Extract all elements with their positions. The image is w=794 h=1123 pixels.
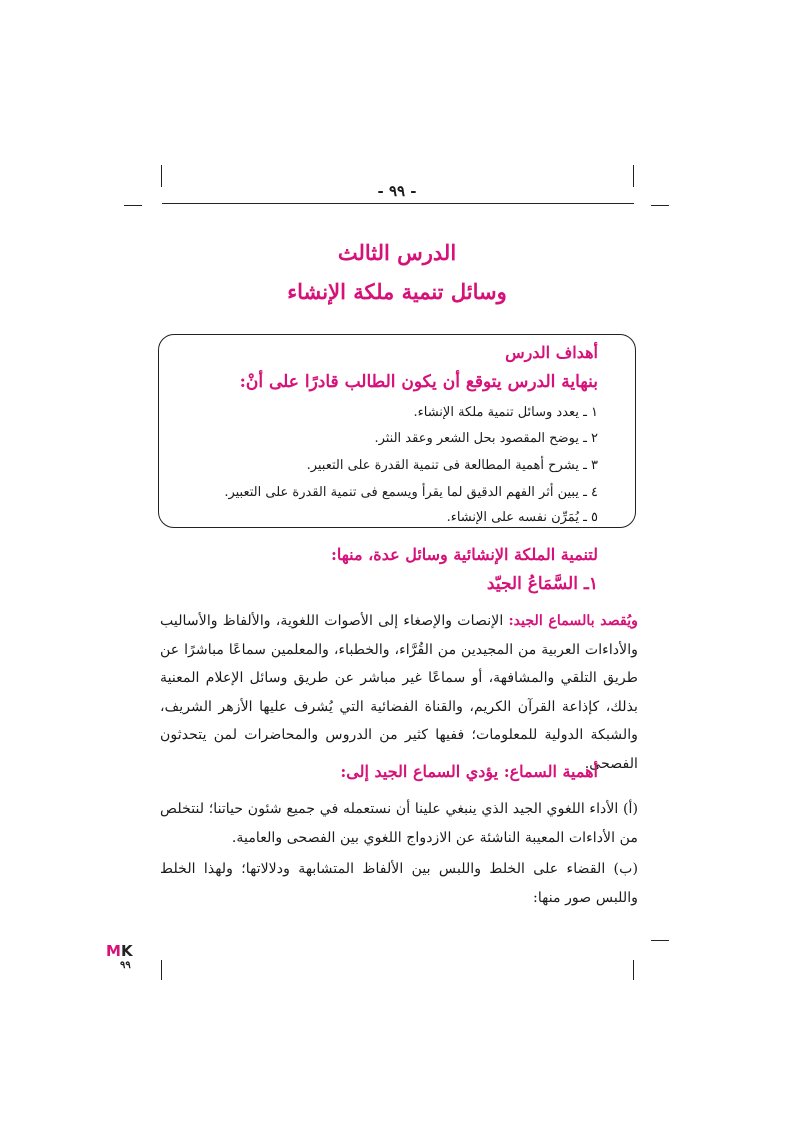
- lesson-title: الدرس الثالث: [337, 240, 457, 265]
- page-number: - ٩٩ -: [377, 182, 417, 200]
- crop-mark: [651, 205, 669, 206]
- logo-m: M: [106, 942, 121, 960]
- objective-item: ٤ ـ يبين أثر الفهم الدقيق لما يقرأ ويسمع فى تنمية القدرة على التعبير.: [224, 485, 598, 500]
- publisher-logo: [106, 942, 133, 960]
- crop-mark: [633, 960, 634, 980]
- point-b: (ب) القضاء على الخلط واللبس بين الألفاظ المتشابهة ودلالاتها؛ ولهذا الخلط واللبس صور منها:: [160, 861, 638, 906]
- definition-text: الإنصات والإصغاء إلى الأصوات اللغوية، والألفاظ والأساليب والأداءات العربية من المجيدين من القُرَّاء، والخطباء، والمعلمين سماعًا مباشرًا عن طريق التلقي والمشافهة، أو سماعًا غير مباشر عن طريق وسائل الإعلام المعنية بذلك، كإذاعة القرآن الكريم، والقناة الفضائية التي يُشرف عليها الأزهر الشريف، والشبكة الدولية للمعلومات؛ ففيها كثير من الدروس والمحاضرات لمن يتحدثون الفصحى.: [160, 613, 638, 772]
- footer-page-number: ٩٩: [120, 960, 131, 971]
- definition-paragraph: [160, 607, 638, 778]
- crop-mark: [633, 165, 634, 187]
- lesson-subtitle: وسائل تنمية ملكة الإنشاء: [287, 279, 507, 304]
- crop-mark: [161, 960, 162, 980]
- logo-k: K: [120, 942, 133, 960]
- header-rule: [162, 203, 634, 204]
- objective-item: ٢ ـ يوضح المقصود بحل الشعر وعقد النثر.: [374, 431, 598, 446]
- importance-heading: أهمية السماع: يؤدي السماع الجيد إلى:: [340, 762, 598, 781]
- crop-mark: [161, 165, 162, 187]
- objective-item: ٥ ـ يُمَرِّن نفسه على الإنشاء.: [446, 510, 598, 525]
- definition-lead: ويُقصد بالسماع الجيد:: [508, 613, 638, 629]
- objectives-heading: أهداف الدرس: [505, 343, 598, 362]
- means-heading: لتنمية الملكة الإنشائية وسائل عدة، منها:: [331, 545, 598, 564]
- objectives-intro: بنهاية الدرس يتوقع أن يكون الطالب قادرًا على أنْ:: [239, 372, 598, 392]
- objective-item: ١ ـ يعدد وسائل تنمية ملكة الإنشاء.: [413, 405, 598, 420]
- objective-item: ٣ ـ يشرح أهمية المطالعة فى تنمية القدرة على التعبير.: [306, 458, 598, 473]
- crop-mark: [124, 205, 142, 206]
- point-a: (أ) الأداء اللغوي الجيد الذي ينبغي علينا أن نستعمله في جميع شئون حياتنا؛ لنتخلص من الأداءات المعيبة الناشئة عن الازدواج اللغوي بين الفصحى والعامية.: [160, 801, 638, 846]
- section-heading: ١ـ السَّمَاعُ الجيّد: [486, 574, 598, 594]
- crop-mark: [651, 940, 669, 941]
